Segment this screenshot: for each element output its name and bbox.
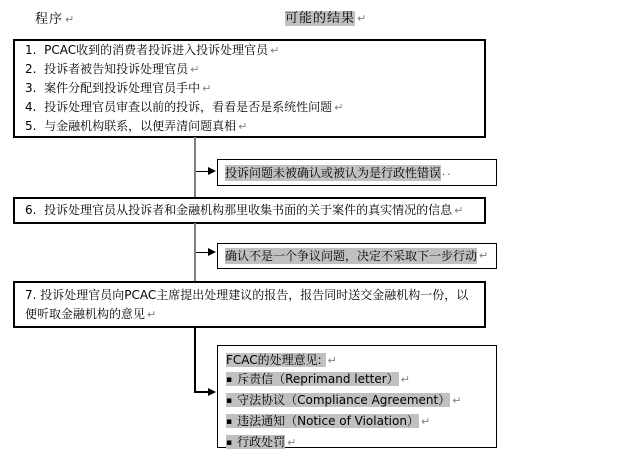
step-3-text: 3. 案件分配到投诉处理官员手中 xyxy=(25,81,201,95)
elbow-connector-horizontal xyxy=(194,391,209,393)
paragraph-mark-icon: ↵ xyxy=(202,82,212,95)
outcome-2-text: 确认不是一个争议问题，决定不采取下一步行动 xyxy=(225,249,478,263)
bullet-square-icon: ▪ xyxy=(226,438,233,448)
paragraph-mark-icon: ↵ xyxy=(65,13,76,26)
paragraph-mark-icon: ↵ xyxy=(452,394,462,407)
paragraph-mark-icon: ↵ xyxy=(238,120,248,133)
column-label-outcomes xyxy=(285,7,367,26)
fcac-item-1-text: 斥责信（Reprimand letter） xyxy=(237,372,399,386)
step-line xyxy=(25,117,474,136)
arrow-right-icon xyxy=(208,167,216,175)
paragraph-mark-icon: ↵ xyxy=(454,204,464,217)
bullet-square-icon: ▪ xyxy=(226,417,233,427)
fcac-item-4-text: 行政处罚 xyxy=(237,435,286,449)
step-line xyxy=(25,98,474,117)
step-7-text: 7. 投诉处理官员向PCAC主席提出处理建议的报告，报告同时送交金融机构一份，以便听取金融机构的意见 xyxy=(25,288,469,321)
fcac-item-3-text: 违法通知（Notice of Violation） xyxy=(237,414,419,428)
outcome-box-2 xyxy=(217,243,497,269)
step-2-text: 2. 投诉者被告知投诉处理官员 xyxy=(25,62,189,76)
process-box-6 xyxy=(13,197,486,224)
fcac-item-line xyxy=(226,412,488,433)
fcac-item-2-text: 守法协议（Compliance Agreement） xyxy=(237,393,451,407)
paragraph-mark-icon: ↵ xyxy=(190,63,200,76)
paragraph-mark-icon: ↵ xyxy=(400,373,410,386)
step-line xyxy=(25,41,474,60)
bullet-square-icon: ▪ xyxy=(226,396,233,406)
process-box-7 xyxy=(13,281,486,328)
paragraph-mark-icon: ↵ xyxy=(357,12,368,25)
elbow-connector-vertical xyxy=(194,327,196,392)
fcac-heading-text: FCAC的处理意见: xyxy=(226,353,326,367)
step-line xyxy=(25,79,474,98)
process-box-steps-1-5 xyxy=(13,39,486,138)
arrow-right-icon xyxy=(208,248,216,256)
outcome-box-1 xyxy=(217,159,497,186)
paragraph-mark-icon: ↵ xyxy=(327,354,337,367)
step-4-text: 4. 投诉处理官员审查以前的投诉，看看是否是系统性问题 xyxy=(25,100,333,114)
step-line xyxy=(25,60,474,79)
paragraph-mark-icon: ↵ xyxy=(270,44,280,57)
column-label-procedure xyxy=(35,8,75,27)
outcomes-label-text: 可能的结果 xyxy=(285,11,356,26)
paragraph-mark-icon: ↵ xyxy=(420,415,431,428)
connector-line-1 xyxy=(194,137,196,198)
fcac-item-line xyxy=(226,433,488,454)
fcac-outcomes-box xyxy=(217,345,497,448)
outcome-1-trailing-dots: .. xyxy=(442,166,453,178)
paragraph-mark-icon: ↵ xyxy=(479,249,489,262)
fcac-heading-line xyxy=(226,351,488,370)
outcome-1-text: 投诉问题未被确认或被认为是行政性错误 xyxy=(225,165,442,180)
fcac-item-line xyxy=(226,391,488,412)
paragraph-mark-icon: ↵ xyxy=(287,436,297,449)
arrow-right-icon xyxy=(208,388,216,396)
step-6-text: 6. 投诉处理官员从投诉者和金融机构那里收集书面的关于案件的真实情况的信息 xyxy=(25,203,453,217)
paragraph-mark-icon: ↵ xyxy=(334,101,344,114)
paragraph-mark-icon: ↵ xyxy=(147,308,157,321)
step-5-text: 5. 与金融机构联系，以便弄清问题真相 xyxy=(25,119,237,133)
fcac-item-line xyxy=(226,370,488,391)
procedure-label-text: 程序 xyxy=(35,12,64,27)
bullet-square-icon: ▪ xyxy=(226,375,233,385)
step-1-text: 1. PCAC收到的消费者投诉进入投诉处理官员 xyxy=(25,43,269,57)
